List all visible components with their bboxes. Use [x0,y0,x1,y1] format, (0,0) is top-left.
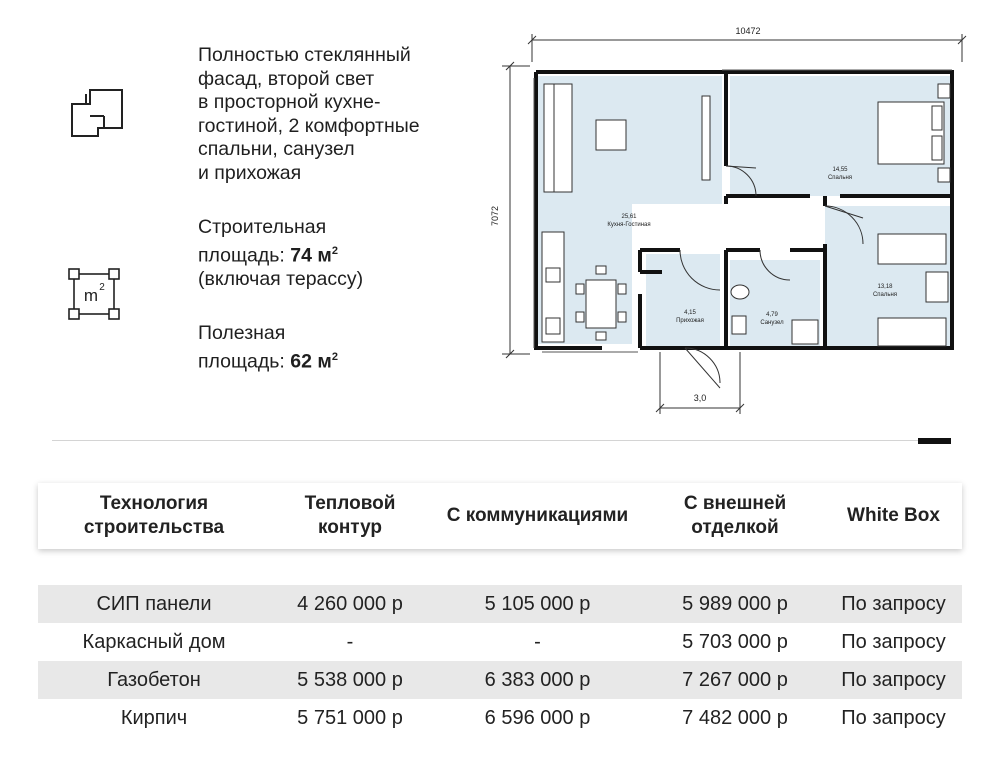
table-cell: 7 267 000 р [682,668,788,691]
room-name: Санузел [760,320,784,326]
m2-icon-text: m [83,286,99,305]
chair [618,284,626,294]
single-bed [878,234,946,264]
stove [546,268,560,282]
dining-table [586,280,616,328]
description-line: в просторной кухне- [198,91,381,113]
m2-frame-icon [66,266,122,322]
useful-area-label: площадь: [198,350,285,372]
description-line: спальни, санузел [198,138,355,160]
table-row [38,699,962,737]
table-cell: 5 105 000 р [484,592,591,615]
description-line: фасад, второй свет [198,67,375,90]
description-line: гостиной, 2 комфортные [198,114,420,137]
build-area [198,216,478,291]
description-line: и прихожая [198,161,302,184]
room-area: 4,15 [684,310,696,316]
chair [618,312,626,322]
chair [576,284,584,294]
coffee-table [596,120,626,150]
column-header-technology: Технология строительства [83,493,225,538]
price-table-body [38,585,962,737]
room-name: Прихожая [676,318,704,324]
depth-dimension [502,62,530,358]
table-cell: 5 703 000 р [682,630,788,653]
chair [596,266,606,274]
description [198,44,478,185]
useful-area-label: Полезная [198,322,286,344]
table-cell: 5 538 000 р [297,668,403,691]
build-area-value: 74 м [290,244,332,266]
single-bed [878,318,946,346]
price-table-header [38,483,962,549]
table-row [38,585,962,623]
chair [576,312,584,322]
divider-accent [918,438,951,444]
table-cell: 4 260 000 р [297,592,403,615]
column-header-thermal-contour: Тепловой контур [304,493,396,538]
sink [546,318,560,334]
area-m2-icon [66,266,122,327]
nightstand [938,168,950,182]
toilet [731,285,749,299]
porch-dimension-label: 3,0 [693,393,707,403]
nightstand [938,84,950,98]
table-row [38,623,962,661]
table-cell: Каркасный дом [82,630,226,653]
table-cell: Газобетон [107,668,201,691]
table-cell: По запросу [841,668,946,691]
pillow [932,106,942,130]
useful-area [198,322,478,374]
table-cell: 7 482 000 р [682,706,788,729]
column-header-white-box: White Box [847,505,940,526]
room-area: 14,55 [832,167,848,173]
table-cell: 5 989 000 р [682,592,788,615]
table-cell: 6 383 000 р [484,668,591,691]
room-area: 13,18 [877,284,893,290]
dresser [926,272,948,302]
column-header-with-utilities: С коммуникациями [446,505,629,526]
table-cell: По запросу [841,630,946,653]
m2-icon-sup: 2 [99,282,105,293]
build-area-note: (включая терассу) [198,267,364,290]
porch [656,352,744,414]
pillow [932,136,942,160]
shower [792,320,818,344]
chair [596,332,606,340]
floor-plan [490,18,970,423]
build-area-label: площадь: [198,244,285,266]
depth-dimension-label: 7072 [490,205,500,227]
bathroom-sink [732,316,746,334]
useful-area-sup: 2 [331,350,338,363]
width-dimension [528,34,966,62]
description-line: Полностью стеклянный [198,44,411,66]
table-row [38,661,962,699]
useful-area-value: 62 м [290,350,332,372]
room-name: Кухня-Гостиная [607,222,651,228]
build-area-label: Строительная [198,216,327,238]
table-cell: По запросу [841,592,946,615]
room-name: Спальня [872,292,898,298]
table-cell: - [534,630,541,653]
table-cell: - [346,630,354,653]
tv-unit [702,96,710,180]
table-cell: По запросу [841,706,946,729]
table-cell: Кирпич [120,706,188,729]
column-header-exterior-finish: С внешней отделкой [683,493,787,538]
room-area: 25,61 [621,214,637,220]
room-name: Спальня [827,175,853,181]
room-area: 4,79 [766,312,778,318]
sofa-back [544,84,554,192]
width-dimension-label: 10472 [735,26,761,36]
table-cell: 6 596 000 р [484,706,591,729]
table-cell: СИП панели [96,592,212,615]
build-area-sup: 2 [331,244,338,257]
table-cell: 5 751 000 р [297,706,403,729]
floorplan-outline-icon [64,84,128,140]
divider [52,440,918,441]
